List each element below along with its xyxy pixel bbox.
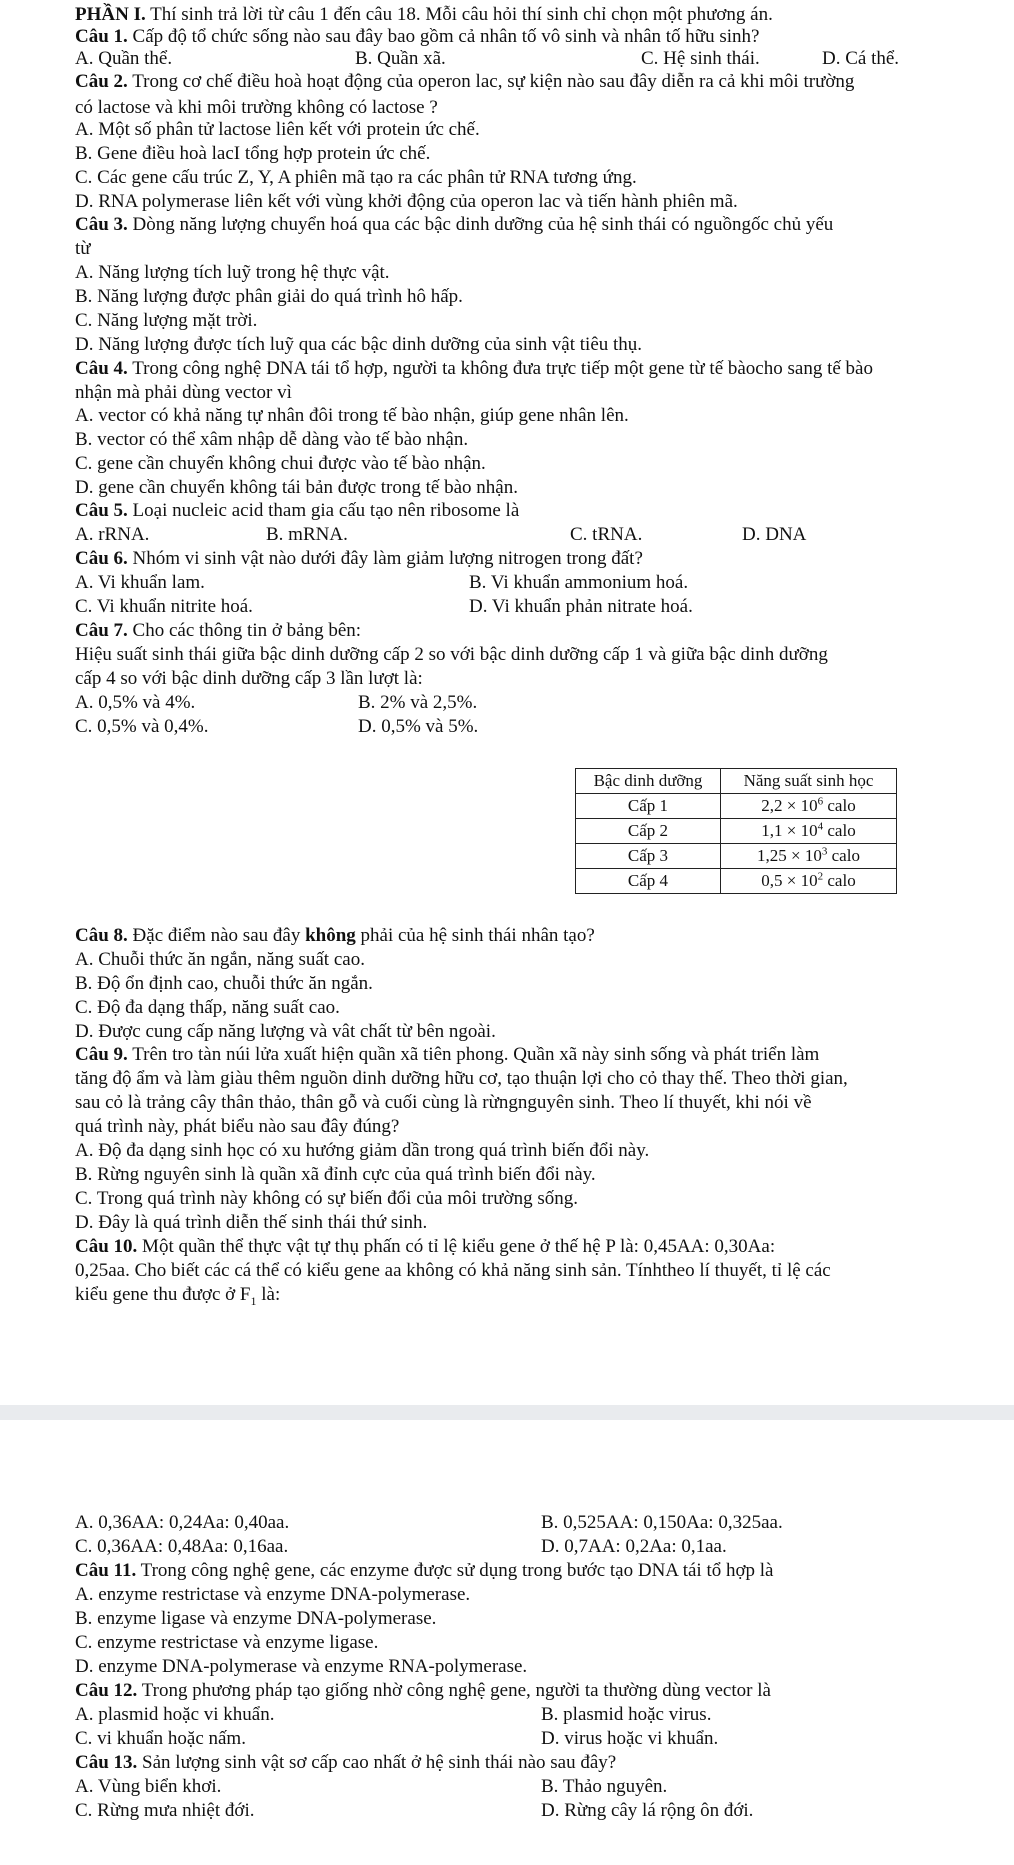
q8-option-d[interactable]: D. Được cung cấp năng lượng và vât chất từ bên ngoài. bbox=[75, 1021, 496, 1042]
q3-option-c[interactable]: C. Năng lượng mặt trời. bbox=[75, 310, 258, 331]
q11-option-d[interactable]: D. enzyme DNA-polymerase và enzyme RNA-polymerase. bbox=[75, 1656, 528, 1677]
question-4-cont: nhận mà phải dùng vector vì bbox=[75, 382, 292, 403]
question-10-line3: kiểu gene thu được ở $F_1$ là: bbox=[75, 1284, 281, 1308]
q9-option-d[interactable]: D. Đây là quá trình diễn thế sinh thái thứ sinh. bbox=[75, 1212, 428, 1233]
table-row bbox=[576, 794, 897, 819]
question-2: Câu 2. Trong cơ chế điều hoà hoạt động của operon lac, sự kiện nào sau đây diễn ra cả khi môi trường bbox=[75, 71, 855, 92]
question-1: Câu 1. Cấp độ tổ chức sống nào sau đây bao gồm cả nhân tố vô sinh và nhân tố hữu sinh? bbox=[75, 26, 760, 47]
q6-option-b[interactable]: B. Vi khuẩn ammonium hoá. bbox=[469, 572, 689, 593]
table-cell-level: Cấp 1 bbox=[576, 794, 721, 819]
question-9-line2: tăng độ ẩm và làm giàu thêm nguồn dinh dưỡng hữu cơ, tạo thuận lợi cho cỏ thay thế. Theo thời gian, bbox=[75, 1068, 848, 1089]
q12-option-b[interactable]: B. plasmid hoặc virus. bbox=[541, 1704, 712, 1725]
q2-option-a[interactable]: A. Một số phân tử lactose liên kết với protein ức chế. bbox=[75, 119, 480, 140]
exam-page-bottom bbox=[0, 1420, 1014, 1865]
q6-option-c[interactable]: C. Vi khuẩn nitrite hoá. bbox=[75, 596, 253, 617]
q10-option-c[interactable]: C. 0,36AA: 0,48Aa: 0,16aa. bbox=[75, 1536, 289, 1557]
q7-option-b[interactable]: B. 2% và 2,5%. bbox=[358, 692, 478, 713]
question-13: Câu 13. Sản lượng sinh vật sơ cấp cao nhất ở hệ sinh thái nào sau đây? bbox=[75, 1752, 617, 1773]
q8-option-c[interactable]: C. Độ đa dạng thấp, năng suất cao. bbox=[75, 997, 340, 1018]
q8-option-a[interactable]: A. Chuỗi thức ăn ngắn, năng suất cao. bbox=[75, 949, 365, 970]
question-8: Câu 8. Đặc điểm nào sau đây không phải của hệ sinh thái nhân tạo? bbox=[75, 925, 595, 946]
q9-option-c[interactable]: C. Trong quá trình này không có sự biến đổi của môi trường sống. bbox=[75, 1188, 578, 1209]
question-7-line3: cấp 4 so với bậc dinh dưỡng cấp 3 lần lượt là: bbox=[75, 668, 423, 689]
q8-option-b[interactable]: B. Độ ổn định cao, chuỗi thức ăn ngắn. bbox=[75, 973, 373, 994]
question-10: Câu 10. Một quần thể thực vật tự thụ phấn có tỉ lệ kiểu gene ở thế hệ P là: 0,45AA: 0,30Aa: bbox=[75, 1236, 776, 1257]
q5-option-a[interactable]: A. rRNA. bbox=[75, 524, 150, 545]
question-7-line2: Hiệu suất sinh thái giữa bậc dinh dưỡng cấp 2 so với bậc dinh dưỡng cấp 1 và giữa bậc dinh dưỡng bbox=[75, 644, 828, 665]
table-cell-value: $2,2 \times 10^6$ calo bbox=[721, 794, 897, 819]
part-header: PHẦN I. Thí sinh trả lời từ câu 1 đến câu 18. Mỗi câu hỏi thí sinh chỉ chọn một phương án. bbox=[75, 4, 773, 25]
q4-option-d[interactable]: D. gene cần chuyển không tái bản được trong tế bào nhận. bbox=[75, 477, 518, 498]
q4-option-c[interactable]: C. gene cần chuyển không chui được vào tế bào nhận. bbox=[75, 453, 486, 474]
table-cell-value: $1,1 \times 10^4$ calo bbox=[721, 819, 897, 844]
q1-option-a[interactable]: A. Quần thể. bbox=[75, 48, 173, 69]
q1-option-b[interactable]: B. Quần xã. bbox=[355, 48, 446, 69]
q2-option-b[interactable]: B. Gene điều hoà lacI tổng hợp protein ức chế. bbox=[75, 143, 431, 164]
table-header-productivity: Năng suất sinh học bbox=[721, 769, 897, 794]
table-row bbox=[576, 844, 897, 869]
q12-option-d[interactable]: D. virus hoặc vi khuẩn. bbox=[541, 1728, 719, 1749]
table-header-row bbox=[576, 769, 897, 794]
q3-option-a[interactable]: A. Năng lượng tích luỹ trong hệ thực vật. bbox=[75, 262, 390, 283]
q2-option-c[interactable]: C. Các gene cấu trúc Z, Y, A phiên mã tạo ra các phân tử RNA tương ứng. bbox=[75, 167, 637, 188]
q6-option-a[interactable]: A. Vi khuẩn lam. bbox=[75, 572, 205, 593]
question-10-line2: 0,25aa. Cho biết các cá thể có kiểu gene aa không có khả năng sinh sản. Tínhtheo lí thuyết, tỉ lệ các bbox=[75, 1260, 831, 1281]
q13-option-b[interactable]: B. Thảo nguyên. bbox=[541, 1776, 668, 1797]
q3-option-b[interactable]: B. Năng lượng được phân giải do quá trình hô hấp. bbox=[75, 286, 463, 307]
question-2-cont: có lactose và khi môi trường không có lactose ? bbox=[75, 97, 438, 118]
question-3: Câu 3. Dòng năng lượng chuyển hoá qua các bậc dinh dưỡng của hệ sinh thái có nguồngốc chủ yếu bbox=[75, 214, 834, 235]
question-12: Câu 12. Trong phương pháp tạo giống nhờ công nghệ gene, người ta thường dùng vector là bbox=[75, 1680, 771, 1701]
q1-option-d[interactable]: D. Cá thể. bbox=[822, 48, 900, 69]
q5-option-b[interactable]: B. mRNA. bbox=[266, 524, 348, 545]
table-cell-level: Cấp 4 bbox=[576, 869, 721, 894]
q11-option-c[interactable]: C. enzyme restrictase và enzyme ligase. bbox=[75, 1632, 379, 1653]
table-cell-value: $0,5 \times 10^2$ calo bbox=[721, 869, 897, 894]
q7-option-d[interactable]: D. 0,5% và 5%. bbox=[358, 716, 479, 737]
question-3-cont: từ bbox=[75, 238, 91, 259]
table-header-level: Bậc dinh dưỡng bbox=[576, 769, 721, 794]
productivity-table bbox=[575, 768, 897, 894]
q4-option-b[interactable]: B. vector có thể xâm nhập dễ dàng vào tế bào nhận. bbox=[75, 429, 469, 450]
q5-option-d[interactable]: D. DNA bbox=[742, 524, 807, 545]
q12-option-c[interactable]: C. vi khuẩn hoặc nấm. bbox=[75, 1728, 246, 1749]
question-11: Câu 11. Trong công nghệ gene, các enzyme được sử dụng trong bước tạo DNA tái tổ hợp là bbox=[75, 1560, 774, 1581]
q13-option-d[interactable]: D. Rừng cây lá rộng ôn đới. bbox=[541, 1800, 754, 1821]
q10-option-b[interactable]: B. 0,525AA: 0,150Aa: 0,325aa. bbox=[541, 1512, 783, 1533]
q6-option-d[interactable]: D. Vi khuẩn phản nitrate hoá. bbox=[469, 596, 693, 617]
q4-option-a[interactable]: A. vector có khả năng tự nhân đôi trong tế bào nhận, giúp gene nhân lên. bbox=[75, 405, 629, 426]
q11-option-b[interactable]: B. enzyme ligase và enzyme DNA-polymerase. bbox=[75, 1608, 437, 1629]
question-9-line4: quá trình này, phát biểu nào sau đây đúng? bbox=[75, 1116, 400, 1137]
q9-option-b[interactable]: B. Rừng nguyên sinh là quần xã đỉnh cực của quá trình biến đổi này. bbox=[75, 1164, 596, 1185]
q3-option-d[interactable]: D. Năng lượng được tích luỹ qua các bậc dinh dưỡng của sinh vật tiêu thụ. bbox=[75, 334, 643, 355]
q10-option-d[interactable]: D. 0,7AA: 0,2Aa: 0,1aa. bbox=[541, 1536, 727, 1557]
q7-option-c[interactable]: C. 0,5% và 0,4%. bbox=[75, 716, 209, 737]
q1-option-c[interactable]: C. Hệ sinh thái. bbox=[641, 48, 760, 69]
q13-option-c[interactable]: C. Rừng mưa nhiệt đới. bbox=[75, 1800, 255, 1821]
question-4: Câu 4. Trong công nghệ DNA tái tổ hợp, người ta không đưa trực tiếp một gene từ tế bàocho sang tế bào bbox=[75, 358, 873, 379]
q12-option-a[interactable]: A. plasmid hoặc vi khuẩn. bbox=[75, 1704, 275, 1725]
table-cell-level: Cấp 3 bbox=[576, 844, 721, 869]
q7-option-a[interactable]: A. 0,5% và 4%. bbox=[75, 692, 196, 713]
table-cell-value: $1,25 \times 10^3$ calo bbox=[721, 844, 897, 869]
page-divider bbox=[0, 1405, 1014, 1420]
q13-option-a[interactable]: A. Vùng biển khơi. bbox=[75, 1776, 222, 1797]
table-cell-level: Cấp 2 bbox=[576, 819, 721, 844]
q11-option-a[interactable]: A. enzyme restrictase và enzyme DNA-polymerase. bbox=[75, 1584, 471, 1605]
q2-option-d[interactable]: D. RNA polymerase liên kết với vùng khởi động của operon lac và tiến hành phiên mã. bbox=[75, 191, 738, 212]
q10-option-a[interactable]: A. 0,36AA: 0,24Aa: 0,40aa. bbox=[75, 1512, 290, 1533]
table-row bbox=[576, 869, 897, 894]
question-6: Câu 6. Nhóm vi sinh vật nào dưới đây làm giảm lượng nitrogen trong đất? bbox=[75, 548, 643, 569]
q5-option-c[interactable]: C. tRNA. bbox=[570, 524, 643, 545]
question-7: Câu 7. Cho các thông tin ở bảng bên: bbox=[75, 620, 362, 641]
table-row bbox=[576, 819, 897, 844]
q9-option-a[interactable]: A. Độ đa dạng sinh học có xu hướng giảm dần trong quá trình biến đổi này. bbox=[75, 1140, 650, 1161]
question-5: Câu 5. Loại nucleic acid tham gia cấu tạo nên ribosome là bbox=[75, 500, 520, 521]
question-9: Câu 9. Trên tro tàn núi lửa xuất hiện quần xã tiên phong. Quần xã này sinh sống và phát triển làm bbox=[75, 1044, 820, 1065]
question-9-line3: sau cỏ là trảng cây thân thảo, thân gỗ và cuối cùng là rừngnguyên sinh. Theo lí thuyết, khi nói về bbox=[75, 1092, 812, 1113]
